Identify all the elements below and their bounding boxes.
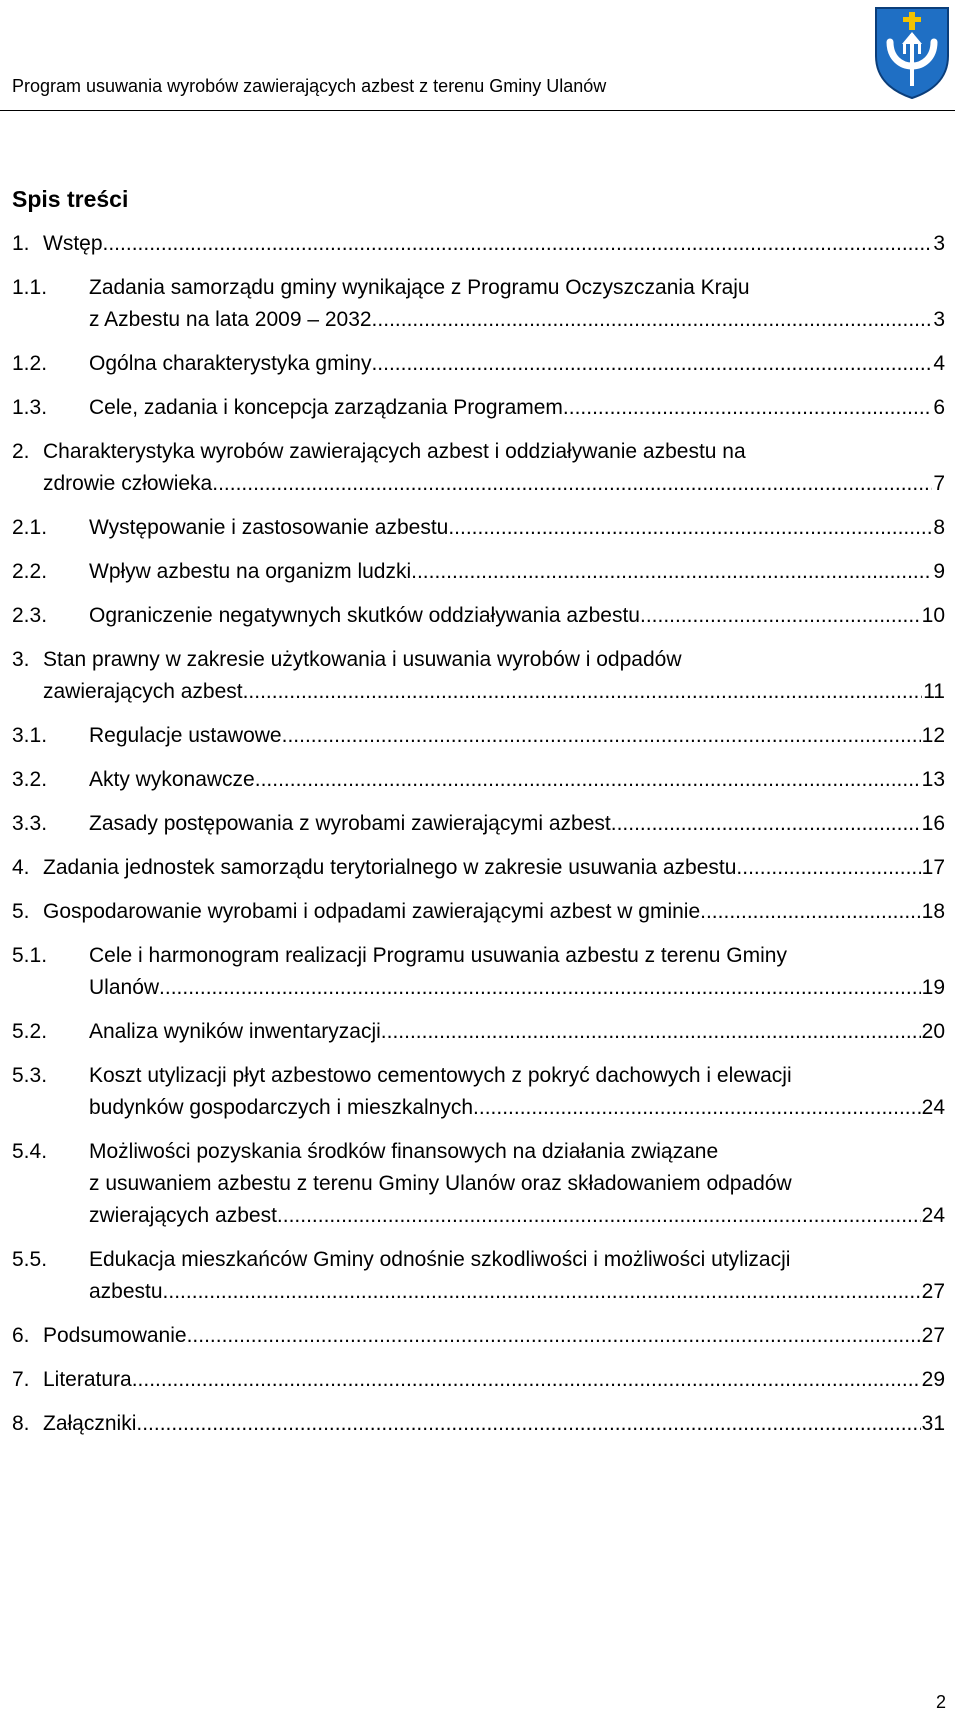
toc-entry[interactable]: [12, 392, 945, 424]
toc-entry-title: Wpływ azbestu na organizm ludzki: [89, 560, 412, 583]
toc-entry-number: 3.2.: [12, 768, 48, 791]
toc-dot-leader: [243, 676, 923, 708]
toc-entry-title: Charakterystyka wyrobów zawierających azbest i oddziaływanie azbestu na: [43, 440, 746, 463]
toc-entry[interactable]: [12, 436, 945, 500]
toc-entry-title: Zadania jednostek samorządu terytorialnego w zakresie usuwania azbestu.: [43, 856, 743, 879]
page-number: 2: [935, 1692, 946, 1712]
toc-entry[interactable]: [12, 1060, 945, 1124]
toc-entry-page-number: 24: [921, 1204, 945, 1227]
toc-entry[interactable]: [12, 348, 945, 380]
toc-entry-number: 5.2.: [12, 1020, 48, 1043]
toc-entry-number: 6.: [12, 1324, 30, 1347]
toc-dot-leader: [563, 392, 932, 424]
toc-dot-leader: [448, 512, 932, 544]
toc-entry-title: Stan prawny w zakresie użytkowania i usuwania wyrobów i odpadów: [43, 648, 682, 671]
toc-entry-title: Występowanie i zastosowanie azbestu: [89, 516, 449, 539]
toc-dot-leader: [187, 1320, 921, 1352]
toc-entry-title: Edukacja mieszkańców Gminy odnośnie szkodliwości i możliwości utylizacji: [89, 1248, 791, 1271]
toc-entry-title: Koszt utylizacji płyt azbestowo cementowych z pokryć dachowych i elewacji: [89, 1064, 792, 1087]
toc-entry[interactable]: [12, 600, 945, 632]
header-title: Program usuwania wyrobów zawierających azbest z terenu Gminy Ulanów: [12, 76, 607, 96]
toc-entry-number: 5.4.: [12, 1140, 48, 1163]
toc-entry-title: zwierających azbest.: [89, 1204, 283, 1227]
toc-dot-leader: [640, 600, 921, 632]
toc-entry-number: 1.2.: [12, 352, 48, 375]
toc-entry-title: Literatura: [43, 1368, 132, 1391]
toc-entry-number: 3.1.: [12, 724, 48, 747]
toc-dot-leader: [212, 468, 932, 500]
toc-entry-title: Zadania samorządu gminy wynikające z Programu Oczyszczania Kraju: [89, 276, 750, 299]
toc-entry[interactable]: [12, 1016, 945, 1048]
toc-entry[interactable]: [12, 1136, 945, 1232]
toc-entry-title: Wstęp: [43, 232, 103, 255]
toc-entry-title: Cele i harmonogram realizacji Programu usuwania azbestu z terenu Gminy: [89, 944, 787, 967]
toc-entry-title: Podsumowanie: [43, 1324, 187, 1347]
toc-entry-number: 5.3.: [12, 1064, 48, 1087]
toc-entry-number: 2.: [12, 440, 30, 463]
toc-entry-page-number: 24: [921, 1096, 945, 1119]
toc-entry-title: Ograniczenie negatywnych skutków oddziaływania azbestu: [89, 604, 640, 627]
toc-entry-page-number: 6: [933, 396, 945, 419]
toc-dot-leader: [255, 764, 921, 796]
toc-dot-leader: [479, 1092, 921, 1124]
page-header: [0, 0, 955, 111]
toc-entry-page-number: 31: [921, 1412, 945, 1435]
toc-entry-number: 3.3.: [12, 812, 48, 835]
toc-entry-number: 1.1.: [12, 276, 48, 299]
toc-dot-leader: [381, 1016, 921, 1048]
toc-entry[interactable]: [12, 808, 945, 840]
toc-entry[interactable]: [12, 1408, 945, 1440]
toc-entry-number: 5.: [12, 900, 30, 923]
toc-entry-title: budynków gospodarczych i mieszkalnych.: [89, 1096, 479, 1119]
toc-dot-leader: [283, 1200, 921, 1232]
toc-dot-leader: [742, 852, 920, 884]
toc-entry-title: Gospodarowanie wyrobami i odpadami zawierającymi azbest w gminie: [43, 900, 701, 923]
toc-entry-title: Możliwości pozyskania środków finansowych na działania związane: [89, 1140, 719, 1163]
toc-entry[interactable]: [12, 896, 945, 928]
toc-entry-number: 1.3.: [12, 396, 48, 419]
toc-entry[interactable]: [12, 940, 945, 1004]
toc-entry[interactable]: [12, 272, 945, 336]
toc-entry-number: 3.: [12, 648, 30, 671]
toc-dot-leader: [282, 720, 921, 752]
toc-entry-title: z Azbestu na lata 2009 – 2032.: [89, 308, 378, 331]
toc-entry-number: 1.: [12, 232, 30, 255]
toc-entry-title: Akty wykonawcze: [89, 768, 255, 791]
toc-entry-page-number: 16: [921, 812, 945, 835]
toc-dot-leader: [132, 1364, 921, 1396]
toc-dot-leader: [168, 1276, 920, 1308]
toc-entry-number: 5.1.: [12, 944, 48, 967]
toc-entry-page-number: 12: [921, 724, 945, 747]
toc-entry-number: 4.: [12, 856, 30, 879]
toc-entry-title: Ogólna charakterystyka gminy: [89, 352, 372, 375]
toc-entry[interactable]: [12, 720, 945, 752]
toc-entry-page-number: 11: [923, 680, 945, 703]
toc-entry-page-number: 20: [921, 1020, 945, 1043]
toc-entry-title: Analiza wyników inwentaryzacji: [89, 1020, 381, 1043]
toc-dot-leader: [136, 1408, 920, 1440]
toc-dot-leader: [159, 972, 921, 1004]
toc-entry-page-number: 3: [933, 232, 945, 255]
toc-entry-page-number: 3: [933, 308, 945, 331]
toc-entry-title: azbestu.: [89, 1280, 169, 1303]
toc-entry-title: zawierających azbest: [43, 680, 243, 703]
toc-entry[interactable]: [12, 556, 945, 588]
toc-entry-number: 2.2.: [12, 560, 48, 583]
toc-entry-number: 7.: [12, 1368, 30, 1391]
toc-entry[interactable]: [12, 1320, 945, 1352]
toc-entry[interactable]: [12, 764, 945, 796]
toc-entry-page-number: 18: [921, 900, 945, 923]
toc-entry-page-number: 27: [921, 1280, 945, 1303]
toc-dot-leader: [377, 304, 932, 336]
toc-entry[interactable]: [12, 1364, 945, 1396]
toc-entry-number: 2.1.: [12, 516, 48, 539]
toc-entry-page-number: 9: [933, 560, 945, 583]
toc-entry-number: 8.: [12, 1412, 30, 1435]
toc-entry-page-number: 10: [921, 604, 945, 627]
toc-entry[interactable]: [12, 852, 945, 884]
toc-entry-title: zdrowie człowieka: [43, 472, 213, 495]
toc-entry-page-number: 7: [933, 472, 945, 495]
toc-entry[interactable]: [12, 228, 945, 260]
toc-entry-title: Regulacje ustawowe: [89, 724, 282, 747]
toc-entry-page-number: 8: [933, 516, 945, 539]
toc-dot-leader: [617, 808, 921, 840]
toc-entry-page-number: 17: [921, 856, 945, 879]
coat-of-arms-icon: [872, 4, 952, 100]
toc-entry[interactable]: [12, 512, 945, 544]
toc-entry-number: 2.3.: [12, 604, 48, 627]
toc-entry[interactable]: [12, 644, 945, 708]
toc-entry-page-number: 29: [921, 1368, 945, 1391]
toc-entry-page-number: 4: [933, 352, 945, 375]
toc-entry-title: Ulanów: [89, 976, 160, 999]
toc-entry-title: Załączniki: [43, 1412, 137, 1435]
toc-entry-title: Cele, zadania i koncepcja zarządzania Programem: [89, 396, 563, 419]
toc-entry-page-number: 13: [921, 768, 945, 791]
toc-dot-leader: [103, 228, 933, 260]
toc-dot-leader: [700, 896, 921, 928]
toc-dot-leader: [371, 348, 932, 380]
toc-entry-title: Zasady postępowania z wyrobami zawierającymi azbest.: [89, 812, 617, 835]
toc-heading: Spis treści: [12, 186, 129, 212]
toc-entry-page-number: 27: [921, 1324, 945, 1347]
toc-entry-number: 5.5.: [12, 1248, 48, 1271]
toc-entry-title: z usuwaniem azbestu z terenu Gminy Ulanów oraz składowaniem odpadów: [89, 1172, 792, 1195]
toc-entry-page-number: 19: [921, 976, 945, 999]
toc-entry[interactable]: [12, 1244, 945, 1308]
toc-dot-leader: [411, 556, 932, 588]
